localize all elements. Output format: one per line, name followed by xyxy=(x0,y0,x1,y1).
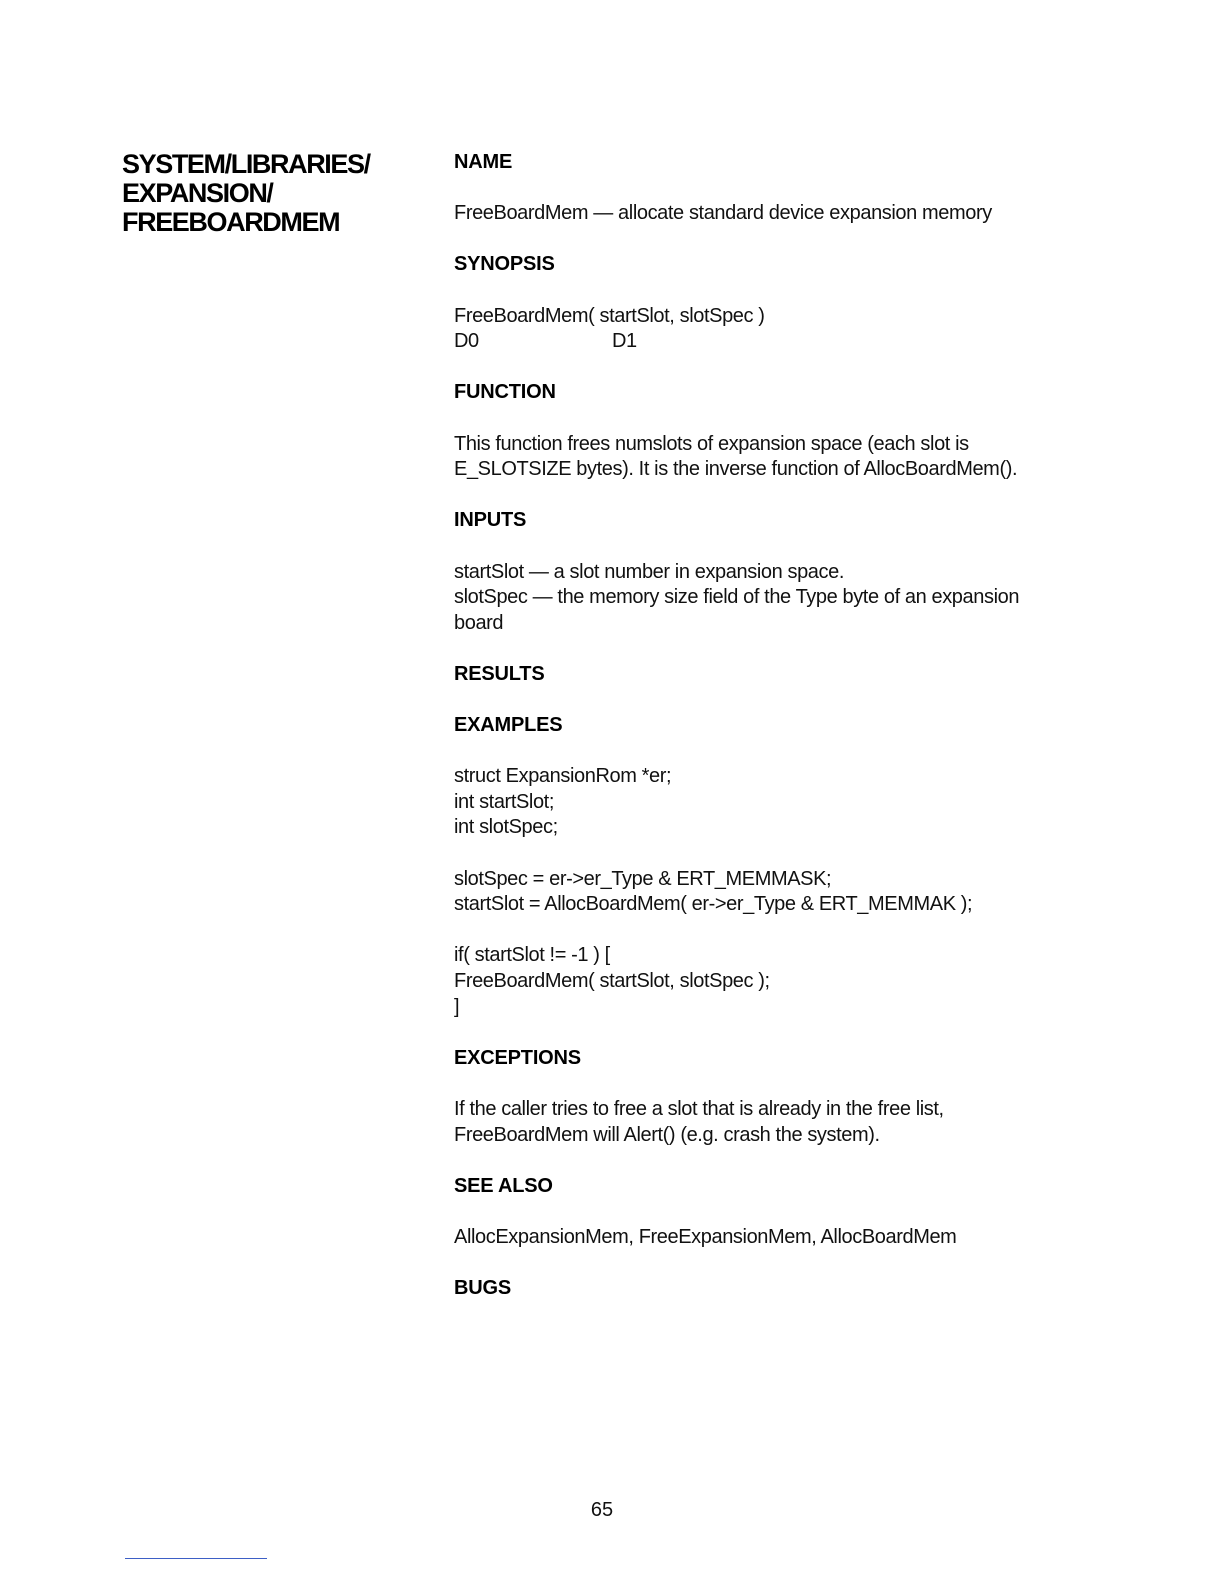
section-heading-name: NAME xyxy=(454,151,513,173)
example-code-block xyxy=(454,867,1114,918)
page-number: 65 xyxy=(590,1499,614,1521)
register-label: D1 xyxy=(612,330,637,353)
text-line: If the caller tries to free a slot that is already in the free list, xyxy=(454,1097,944,1120)
code-line: struct ExpansionRom *er; xyxy=(454,765,672,788)
inputs-description xyxy=(454,560,1114,637)
code-line: if( startSlot != -1 ) [ xyxy=(454,944,610,967)
register-label: D0 xyxy=(454,330,479,353)
exceptions-description xyxy=(454,1097,1114,1148)
text-line: slotSpec — the memory size field of the Type byte of an expansion xyxy=(454,586,1020,609)
text-line: FreeBoardMem — allocate standard device expansion memory xyxy=(454,202,992,225)
section-heading-synopsis: SYNOPSIS xyxy=(454,253,555,276)
text-line: AllocExpansionMem, FreeExpansionMem, AllocBoardMem xyxy=(454,1225,957,1248)
text-line: FreeBoardMem will Alert() (e.g. crash the system). xyxy=(454,1123,880,1146)
section-heading-bugs: BUGS xyxy=(454,1277,511,1300)
section-heading-examples: EXAMPLES xyxy=(454,714,563,737)
page-title-line: EXPANSION/ xyxy=(122,178,273,208)
footnote-divider xyxy=(125,1558,267,1559)
section-heading-exceptions: EXCEPTIONS xyxy=(454,1046,581,1069)
code-line: startSlot = AllocBoardMem( er->er_Type & ERT_MEMMAK ); xyxy=(454,893,973,916)
code-line: FreeBoardMem( startSlot, slotSpec ); xyxy=(454,970,770,992)
code-line: int startSlot; xyxy=(454,790,554,813)
name-description xyxy=(454,201,1114,227)
section-heading-results: RESULTS xyxy=(454,662,545,685)
page-title-line: SYSTEM/LIBRARIES/ xyxy=(122,149,370,179)
code-line: slotSpec = er->er_Type & ERT_MEMMASK; xyxy=(454,867,832,890)
synopsis-block xyxy=(454,304,1114,355)
doc-content xyxy=(454,150,1114,1327)
text-line: E_SLOTSIZE bytes). It is the inverse function of AllocBoardMem(). xyxy=(454,458,1018,481)
code-line: int slotSpec; xyxy=(454,816,558,839)
example-code-block xyxy=(454,764,1114,841)
text-line: startSlot — a slot number in expansion space. xyxy=(454,560,844,583)
code-line: ] xyxy=(454,995,460,1018)
text-line: This function frees numslots of expansion space (each slot is xyxy=(454,432,969,455)
section-heading-see-also: SEE ALSO xyxy=(454,1174,553,1197)
example-code-block xyxy=(454,943,1114,1020)
section-heading-function: FUNCTION xyxy=(454,381,556,404)
see-also-list xyxy=(454,1225,1114,1251)
synopsis-call: FreeBoardMem( startSlot, slotSpec ) xyxy=(454,304,765,327)
function-description xyxy=(454,432,1114,483)
section-heading-inputs: INPUTS xyxy=(454,509,527,532)
synopsis-registers xyxy=(454,329,1114,355)
page-title xyxy=(122,150,422,237)
text-line: board xyxy=(454,611,504,634)
page-title-line: FREEBOARDMEM xyxy=(122,207,340,237)
